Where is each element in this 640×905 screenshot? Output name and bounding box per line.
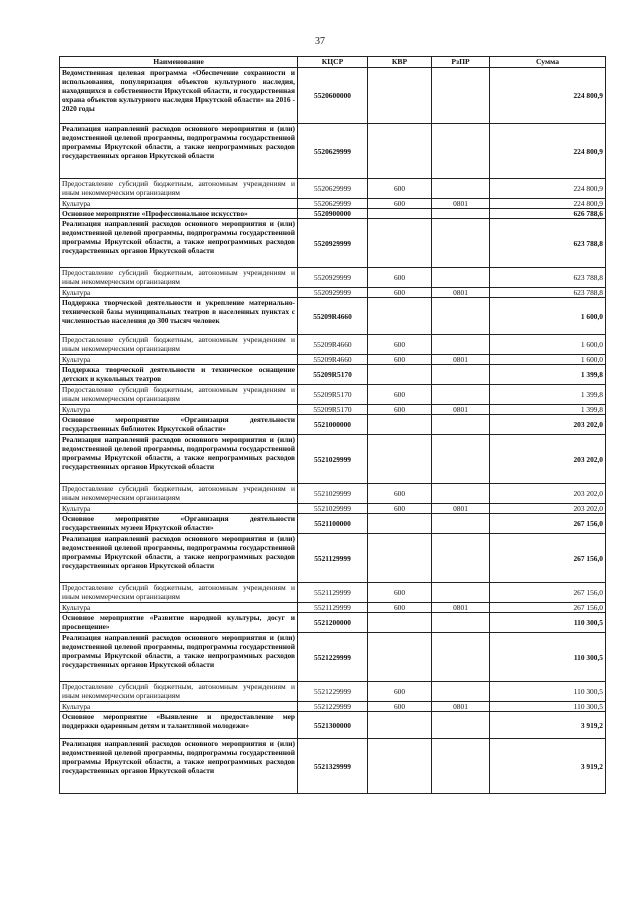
table-row — [60, 514, 606, 534]
row-rzpr-cell: 0801 — [432, 199, 490, 209]
row-sum-cell: 203 202,0 — [490, 504, 606, 514]
row-sum-cell: 203 202,0 — [490, 484, 606, 504]
row-name-cell: Основное мероприятие «Выявление и предоставление мер поддержки одаренным детям и талантливой молодежи» — [60, 712, 298, 739]
table-row — [60, 268, 606, 288]
table-row — [60, 288, 606, 298]
row-kvr-cell: 600 — [368, 179, 432, 199]
row-kvr-cell — [368, 365, 432, 385]
row-kvr-cell: 600 — [368, 385, 432, 405]
table-row — [60, 365, 606, 385]
row-sum-cell: 267 156,0 — [490, 583, 606, 603]
row-kcsr-cell: 5520600000 — [298, 68, 368, 124]
row-rzpr-cell — [432, 68, 490, 124]
table-row — [60, 385, 606, 405]
row-name-cell: Реализация направлений расходов основного мероприятия и (или) ведомственной целевой программы, подпрограммы государственной программы Иркутской области, а также непрограммных расходов государственных органов Иркутской области — [60, 633, 298, 682]
row-name-cell: Поддержка творческой деятельности и укрепление материально-технической базы муниципальных театров в населенных пунктах с численностью населения до 300 тысяч человек — [60, 298, 298, 335]
table-header-row — [60, 57, 606, 68]
row-kvr-cell: 600 — [368, 199, 432, 209]
row-kcsr-cell: 5521100000 — [298, 514, 368, 534]
row-kcsr-cell: 5521229999 — [298, 682, 368, 702]
row-name-cell: Культура — [60, 603, 298, 613]
row-name-cell: Предоставление субсидий бюджетным, автономным учреждениям и иным некоммерческим организациям — [60, 682, 298, 702]
row-name-cell: Культура — [60, 702, 298, 712]
row-rzpr-cell — [432, 219, 490, 268]
row-kvr-cell — [368, 209, 432, 219]
row-rzpr-cell — [432, 514, 490, 534]
table-row — [60, 179, 606, 199]
row-kvr-cell — [368, 514, 432, 534]
row-rzpr-cell: 0801 — [432, 702, 490, 712]
table-row — [60, 712, 606, 739]
row-name-cell: Реализация направлений расходов основного мероприятия и (или) ведомственной целевой программы, подпрограммы государственной программы Иркутской области, а также непрограммных расходов государственных органов Иркутской области — [60, 219, 298, 268]
table-row — [60, 613, 606, 633]
row-sum-cell: 224 800,9 — [490, 199, 606, 209]
row-kcsr-cell: 55209R4660 — [298, 335, 368, 355]
row-kcsr-cell: 5521229999 — [298, 633, 368, 682]
row-sum-cell: 1 600,0 — [490, 355, 606, 365]
row-sum-cell: 110 300,5 — [490, 702, 606, 712]
row-rzpr-cell — [432, 712, 490, 739]
row-kcsr-cell: 55209R5170 — [298, 385, 368, 405]
header-sum: Сумма — [490, 57, 606, 68]
row-rzpr-cell — [432, 335, 490, 355]
table-row — [60, 298, 606, 335]
row-sum-cell: 623 788,8 — [490, 288, 606, 298]
row-sum-cell: 623 788,8 — [490, 268, 606, 288]
row-kcsr-cell: 55209R4660 — [298, 298, 368, 335]
row-kcsr-cell: 5521129999 — [298, 534, 368, 583]
header-name: Наименование — [60, 57, 298, 68]
row-kcsr-cell: 5520629999 — [298, 199, 368, 209]
row-kcsr-cell: 5521129999 — [298, 603, 368, 613]
table-row — [60, 484, 606, 504]
row-kvr-cell — [368, 298, 432, 335]
table-row — [60, 682, 606, 702]
page-number: 37 — [315, 36, 325, 47]
row-rzpr-cell — [432, 124, 490, 179]
row-name-cell: Предоставление субсидий бюджетным, автономным учреждениям и иным некоммерческим организациям — [60, 484, 298, 504]
row-sum-cell: 110 300,5 — [490, 682, 606, 702]
row-sum-cell: 267 156,0 — [490, 514, 606, 534]
row-name-cell: Культура — [60, 504, 298, 514]
table-row — [60, 534, 606, 583]
row-sum-cell: 626 788,6 — [490, 209, 606, 219]
row-kcsr-cell: 5521329999 — [298, 739, 368, 794]
row-kvr-cell: 600 — [368, 504, 432, 514]
row-kvr-cell — [368, 534, 432, 583]
row-kcsr-cell: 5521300000 — [298, 712, 368, 739]
row-sum-cell: 1 399,8 — [490, 405, 606, 415]
row-name-cell: Поддержка творческой деятельности и техническое оснащение детских и кукольных театров — [60, 365, 298, 385]
header-kcsr: КЦСР — [298, 57, 368, 68]
row-kvr-cell — [368, 712, 432, 739]
row-name-cell: Культура — [60, 288, 298, 298]
table-row — [60, 739, 606, 794]
row-kvr-cell: 600 — [368, 682, 432, 702]
row-name-cell: Предоставление субсидий бюджетным, автономным учреждениям и иным некоммерческим организациям — [60, 335, 298, 355]
row-kvr-cell: 600 — [368, 355, 432, 365]
table-row — [60, 335, 606, 355]
row-kcsr-cell: 5521200000 — [298, 613, 368, 633]
row-kvr-cell — [368, 633, 432, 682]
row-kcsr-cell: 5521029999 — [298, 435, 368, 484]
header-kvr: КВР — [368, 57, 432, 68]
table-row — [60, 435, 606, 484]
row-rzpr-cell — [432, 179, 490, 199]
row-name-cell: Реализация направлений расходов основного мероприятия и (или) ведомственной целевой программы, подпрограммы государственной программы Иркутской области, а также непрограммных расходов государственных органов Иркутской области — [60, 534, 298, 583]
row-rzpr-cell — [432, 365, 490, 385]
row-kcsr-cell: 5521229999 — [298, 702, 368, 712]
row-name-cell: Основное мероприятие «Организация деятельности государственных музеев Иркутской области» — [60, 514, 298, 534]
row-sum-cell: 1 600,0 — [490, 298, 606, 335]
row-kcsr-cell: 5520629999 — [298, 124, 368, 179]
row-rzpr-cell — [432, 682, 490, 702]
row-name-cell: Культура — [60, 405, 298, 415]
row-kcsr-cell: 5521129999 — [298, 583, 368, 603]
row-name-cell: Реализация направлений расходов основного мероприятия и (или) ведомственной целевой программы, подпрограммы государственной программы Иркутской области, а также непрограммных расходов государственных органов Иркутской области — [60, 739, 298, 794]
row-name-cell: Основное мероприятие «Развитие народной культуры, досуг и просвещение» — [60, 613, 298, 633]
row-sum-cell: 267 156,0 — [490, 534, 606, 583]
table-row — [60, 583, 606, 603]
row-kcsr-cell: 55209R5170 — [298, 405, 368, 415]
table-row — [60, 124, 606, 179]
row-sum-cell: 224 800,9 — [490, 124, 606, 179]
row-kvr-cell: 600 — [368, 702, 432, 712]
row-kvr-cell: 600 — [368, 583, 432, 603]
budget-table — [59, 56, 606, 794]
row-kvr-cell: 600 — [368, 288, 432, 298]
row-rzpr-cell: 0801 — [432, 603, 490, 613]
row-name-cell: Реализация направлений расходов основного мероприятия и (или) ведомственной целевой программы, подпрограммы государственной программы Иркутской области, а также непрограммных расходов государственных органов Иркутской области — [60, 435, 298, 484]
row-sum-cell: 3 919,2 — [490, 712, 606, 739]
row-kvr-cell — [368, 435, 432, 484]
table-row — [60, 633, 606, 682]
row-rzpr-cell: 0801 — [432, 504, 490, 514]
row-name-cell: Предоставление субсидий бюджетным, автономным учреждениям и иным некоммерческим организациям — [60, 268, 298, 288]
row-sum-cell: 1 399,8 — [490, 365, 606, 385]
row-rzpr-cell: 0801 — [432, 405, 490, 415]
row-kvr-cell — [368, 613, 432, 633]
row-kvr-cell: 600 — [368, 405, 432, 415]
row-name-cell: Предоставление субсидий бюджетным, автономным учреждениям и иным некоммерческим организациям — [60, 179, 298, 199]
table-row — [60, 199, 606, 209]
table-row — [60, 603, 606, 613]
row-name-cell: Основное мероприятие «Профессиональное искусство» — [60, 209, 298, 219]
table-row — [60, 209, 606, 219]
row-kcsr-cell: 5521029999 — [298, 484, 368, 504]
table-row — [60, 504, 606, 514]
row-rzpr-cell — [432, 739, 490, 794]
row-name-cell: Предоставление субсидий бюджетным, автономным учреждениям и иным некоммерческим организациям — [60, 583, 298, 603]
row-kcsr-cell: 55209R5170 — [298, 365, 368, 385]
row-rzpr-cell — [432, 415, 490, 435]
row-sum-cell: 203 202,0 — [490, 435, 606, 484]
row-kcsr-cell: 5520900000 — [298, 209, 368, 219]
row-kvr-cell — [368, 68, 432, 124]
row-sum-cell: 110 300,5 — [490, 613, 606, 633]
row-rzpr-cell — [432, 298, 490, 335]
row-sum-cell: 1 600,0 — [490, 335, 606, 355]
row-kcsr-cell: 5520929999 — [298, 288, 368, 298]
table-row — [60, 405, 606, 415]
row-rzpr-cell — [432, 435, 490, 484]
row-kvr-cell: 600 — [368, 335, 432, 355]
row-kcsr-cell: 5520929999 — [298, 219, 368, 268]
row-kvr-cell — [368, 124, 432, 179]
row-rzpr-cell — [432, 484, 490, 504]
row-sum-cell: 3 919,2 — [490, 739, 606, 794]
row-sum-cell: 267 156,0 — [490, 603, 606, 613]
row-kcsr-cell: 5520929999 — [298, 268, 368, 288]
row-rzpr-cell: 0801 — [432, 288, 490, 298]
row-rzpr-cell — [432, 385, 490, 405]
row-name-cell: Культура — [60, 199, 298, 209]
row-name-cell: Культура — [60, 355, 298, 365]
row-sum-cell: 224 800,9 — [490, 179, 606, 199]
row-kvr-cell — [368, 219, 432, 268]
row-rzpr-cell — [432, 268, 490, 288]
row-kvr-cell — [368, 415, 432, 435]
row-kcsr-cell: 5520629999 — [298, 179, 368, 199]
row-kcsr-cell: 5521029999 — [298, 504, 368, 514]
row-kvr-cell: 600 — [368, 268, 432, 288]
row-name-cell: Предоставление субсидий бюджетным, автономным учреждениям и иным некоммерческим организациям — [60, 385, 298, 405]
row-name-cell: Ведомственная целевая программа «Обеспечение сохранности и использования, популяризация объектов культурного наследия, находящихся в собственности Иркутской области, и государственная охрана объектов культурного наследия Иркутской области» на 2016 - 2020 годы — [60, 68, 298, 124]
header-rzpr: РзПР — [432, 57, 490, 68]
table-row — [60, 219, 606, 268]
row-rzpr-cell: 0801 — [432, 355, 490, 365]
table-row — [60, 68, 606, 124]
row-kvr-cell: 600 — [368, 484, 432, 504]
row-kcsr-cell: 55209R4660 — [298, 355, 368, 365]
row-name-cell: Реализация направлений расходов основного мероприятия и (или) ведомственной целевой программы, подпрограммы государственной программы Иркутской области, а также непрограммных расходов государственных органов Иркутской области — [60, 124, 298, 179]
row-sum-cell: 1 399,8 — [490, 385, 606, 405]
table-row — [60, 355, 606, 365]
row-rzpr-cell — [432, 209, 490, 219]
row-kvr-cell: 600 — [368, 603, 432, 613]
row-sum-cell: 110 300,5 — [490, 633, 606, 682]
row-rzpr-cell — [432, 583, 490, 603]
row-kvr-cell — [368, 739, 432, 794]
table-row — [60, 702, 606, 712]
row-kcsr-cell: 5521000000 — [298, 415, 368, 435]
table-row — [60, 415, 606, 435]
row-name-cell: Основное мероприятие «Организация деятельности государственных библиотек Иркутской области» — [60, 415, 298, 435]
row-sum-cell: 203 202,0 — [490, 415, 606, 435]
row-sum-cell: 224 800,9 — [490, 68, 606, 124]
row-rzpr-cell — [432, 534, 490, 583]
row-rzpr-cell — [432, 613, 490, 633]
row-sum-cell: 623 788,8 — [490, 219, 606, 268]
row-rzpr-cell — [432, 633, 490, 682]
